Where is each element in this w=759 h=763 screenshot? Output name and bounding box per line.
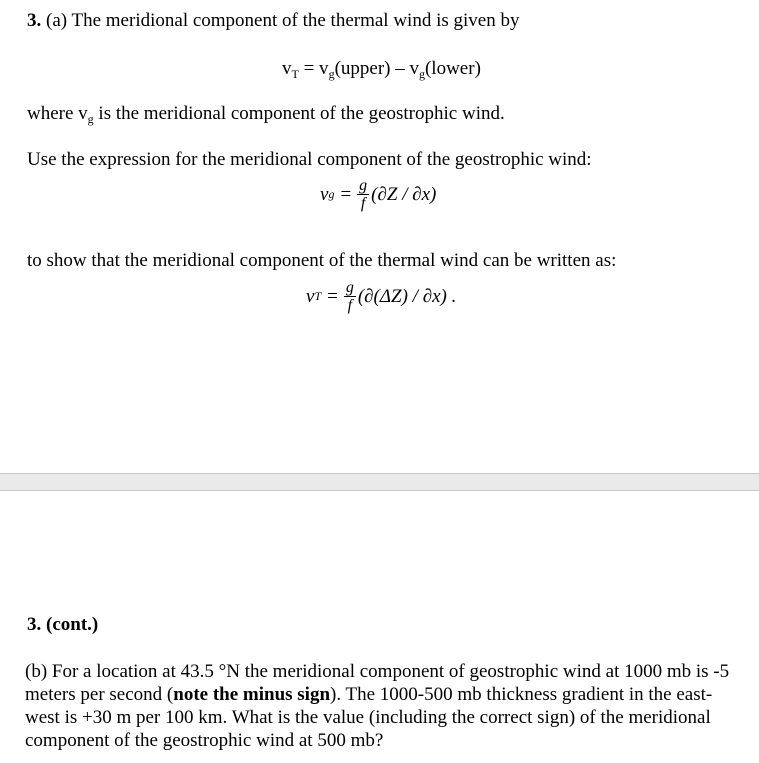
fraction-g-over-f: $\frac{g}{f}$: [345, 279, 354, 314]
fraction-g-over-f: $\frac{g}{f}$: [359, 177, 368, 212]
page-separator: [0, 473, 759, 491]
show-that-line: to show that the meridional component of the thermal wind can be written as:: [27, 250, 617, 271]
page-2: [0, 491, 759, 763]
question-3b-text: (b) For a location at 43.5 °N the meridional component of geostrophic wind at 1000 mb is -5 meters per second (note the minus sign). The 1000-500 mb thickness gradient in the east-west is +30 m per 100 km. What is the value (including the correct sign) of the meridional component of the geostrophic wind at 500 mb?: [25, 661, 730, 751]
question-intro-text: (a) The meridional component of the thermal wind is given by: [41, 10, 520, 31]
thermal-wind-formula: v T = $\frac{g}{f}$ (∂(ΔZ) / ∂x) .: [306, 279, 457, 314]
thermal-wind-definition: $v_T$ = $v_g(upper)$ – $v_g(lower)$: [282, 58, 481, 81]
where-definition: where $v_g$ is the meridional component of the geostrophic wind.: [27, 103, 505, 126]
section-heading: 3. (cont.): [27, 614, 99, 635]
geostrophic-wind-formula: v g = $\frac{g}{f}$ (∂Z / ∂x): [320, 177, 437, 212]
use-expression-line: Use the expression for the meridional component of the geostrophic wind:: [27, 149, 592, 170]
minus-sign-note: note the minus sign: [173, 684, 331, 705]
question-number: 3.: [27, 10, 42, 31]
question-3a-intro: [27, 10, 519, 32]
